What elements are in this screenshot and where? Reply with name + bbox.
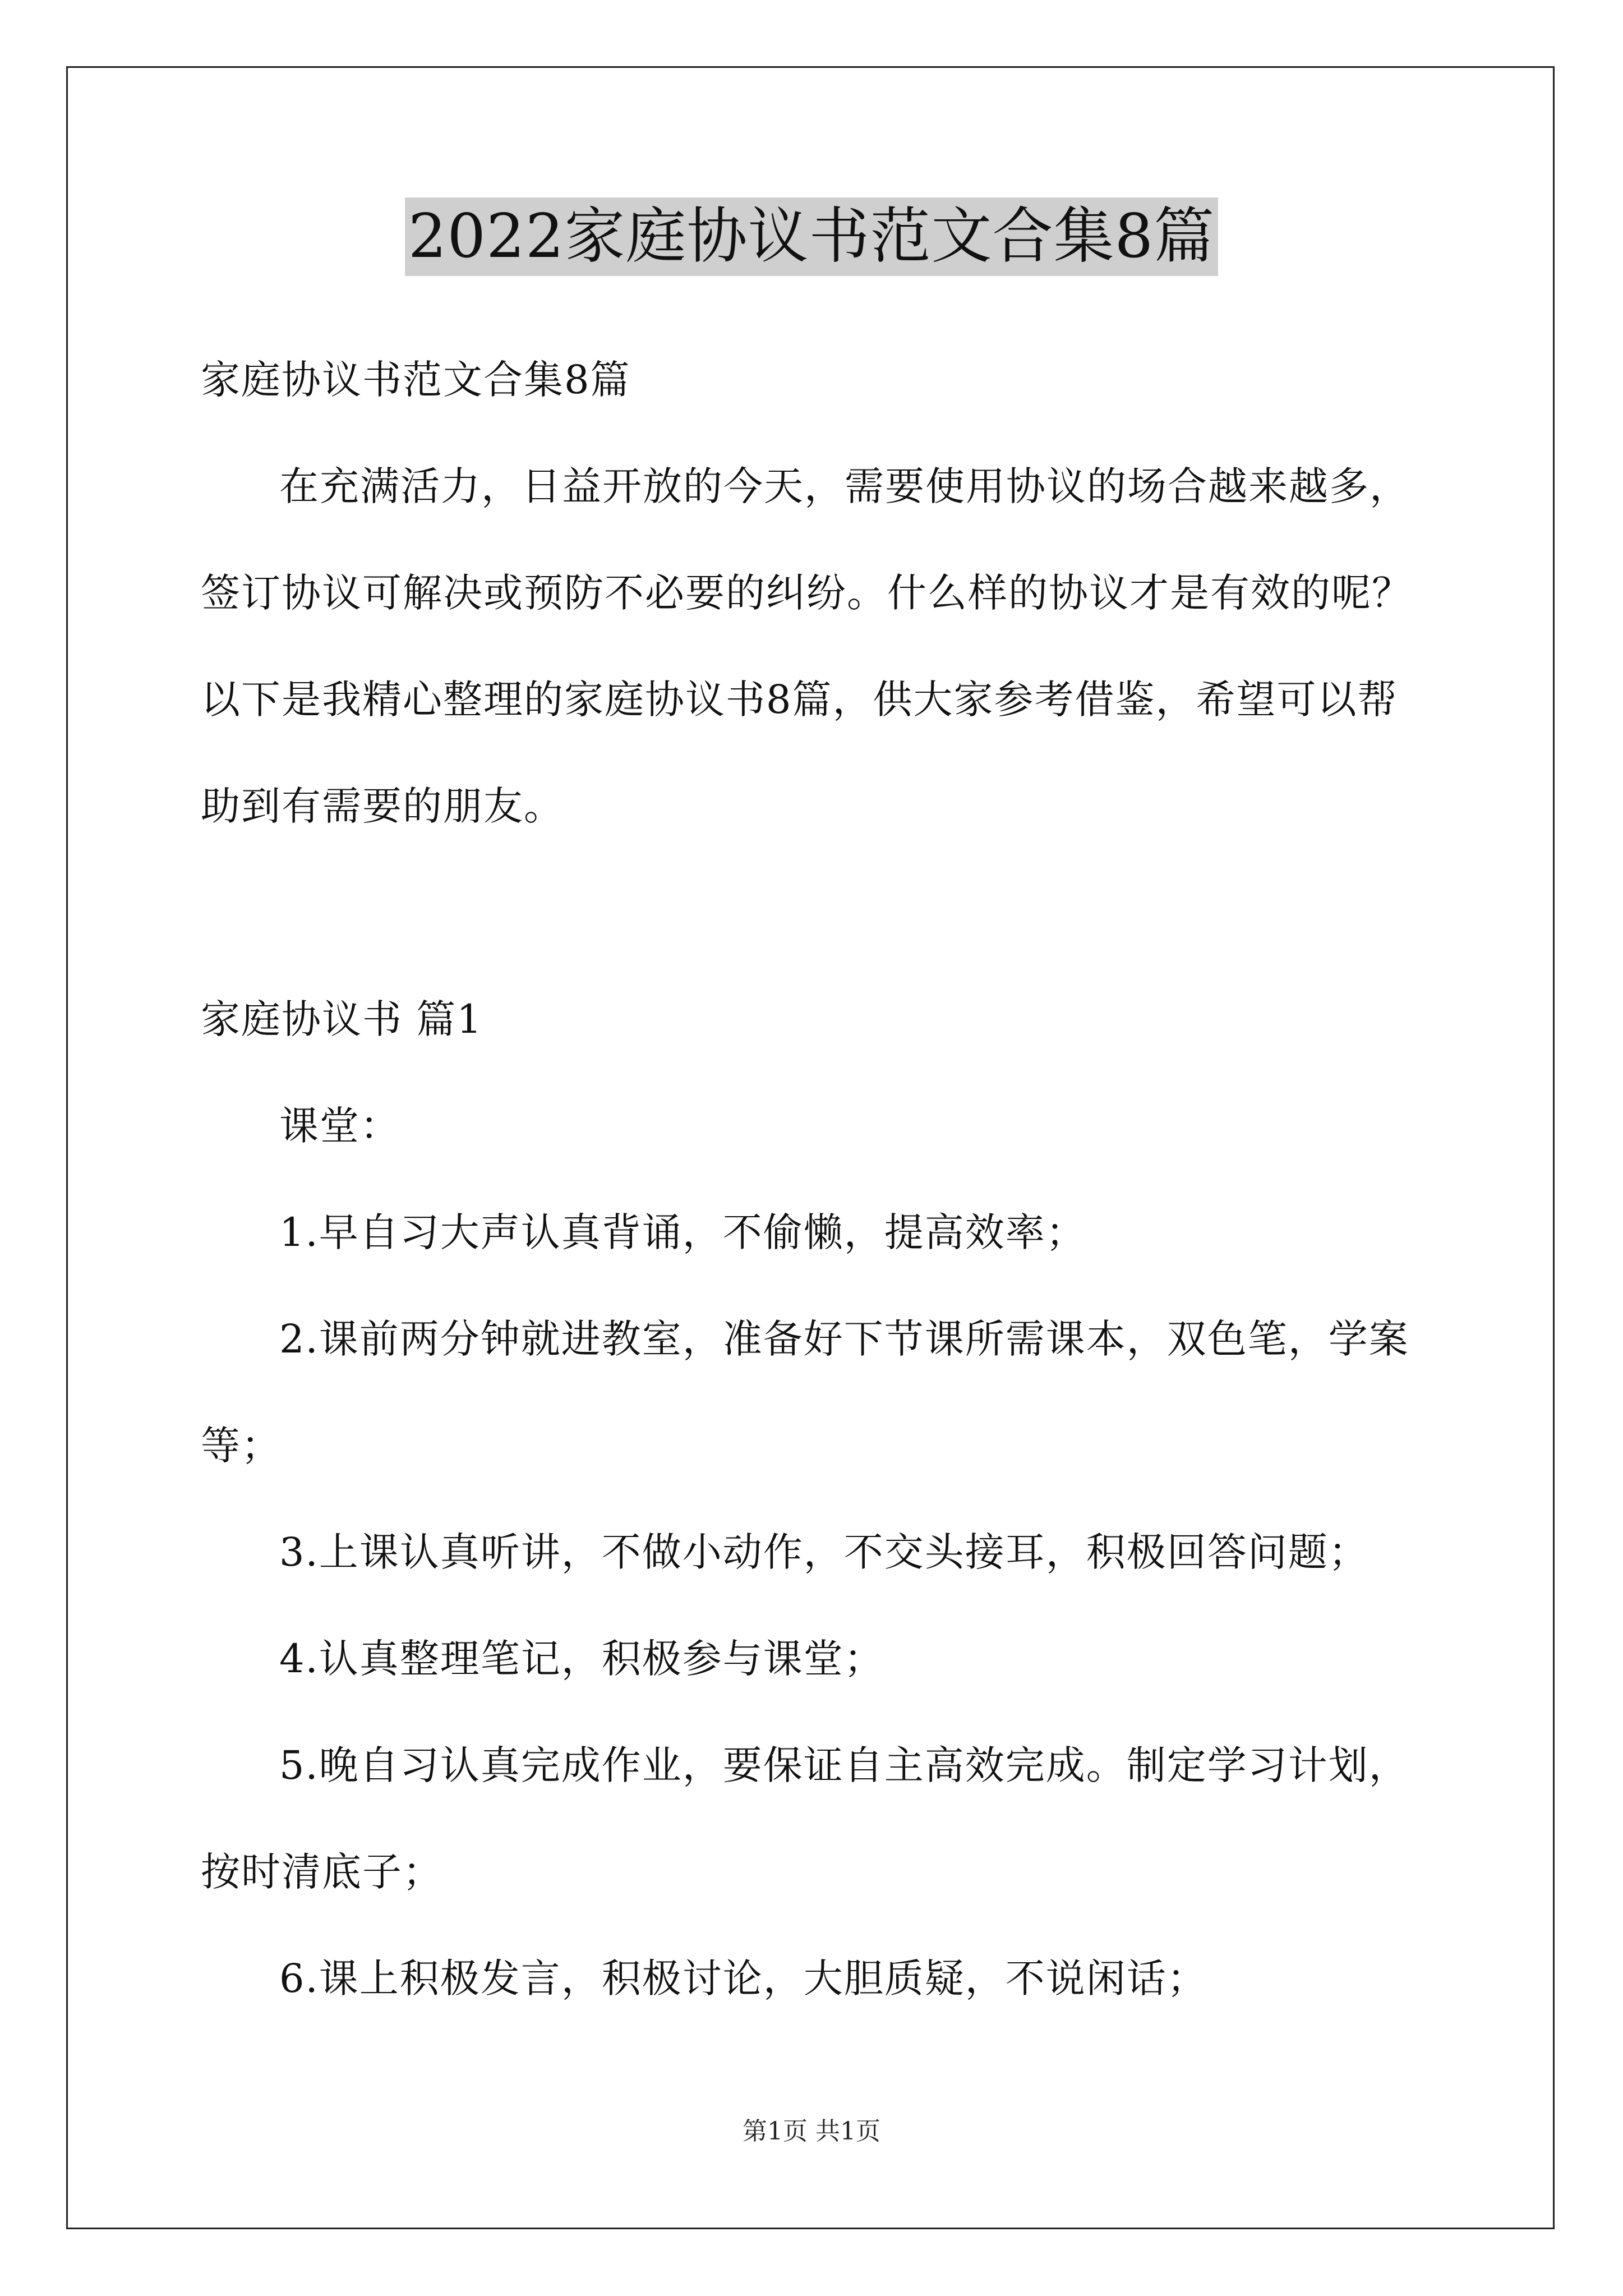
list-item-continuation: 等； bbox=[201, 1423, 282, 1469]
intro-line: 签订协议可解决或预防不必要的纠纷。什么样的协议才是有效的呢？ bbox=[201, 570, 1412, 616]
list-item: 5.晚自习认真完成作业，要保证自主高效完成。制定学习计划， bbox=[279, 1742, 1409, 1788]
section-label: 课堂： bbox=[279, 1103, 400, 1149]
section-heading: 家庭协议书 篇1 bbox=[201, 996, 483, 1042]
list-item: 3.上课认真听讲，不做小动作，不交头接耳，积极回答问题； bbox=[279, 1529, 1369, 1575]
intro-line: 助到有需要的朋友。 bbox=[201, 783, 564, 829]
document-title: 2022家庭协议书范文合集8篇 bbox=[405, 197, 1219, 276]
list-item-continuation: 按时清底子； bbox=[201, 1849, 443, 1895]
title-container bbox=[0, 197, 1623, 276]
list-item: 4.认真整理笔记，积极参与课堂； bbox=[279, 1636, 884, 1682]
list-item: 1.早自习大声认真背诵，不偷懒，提高效率； bbox=[279, 1209, 1086, 1255]
subtitle: 家庭协议书范文合集8篇 bbox=[201, 357, 631, 403]
intro-line: 在充满活力，日益开放的今天，需要使用协议的场合越来越多， bbox=[279, 463, 1410, 509]
list-item: 2.课前两分钟就进教室，准备好下节课所需课本，双色笔，学案 bbox=[279, 1316, 1409, 1362]
list-item: 6.课上积极发言，积极讨论，大胆质疑，不说闲话； bbox=[279, 1955, 1207, 2001]
intro-line: 以下是我精心整理的家庭协议书8篇，供大家参考借鉴，希望可以帮 bbox=[201, 677, 1398, 723]
page-footer: 第1页 共1页 bbox=[743, 2117, 880, 2146]
